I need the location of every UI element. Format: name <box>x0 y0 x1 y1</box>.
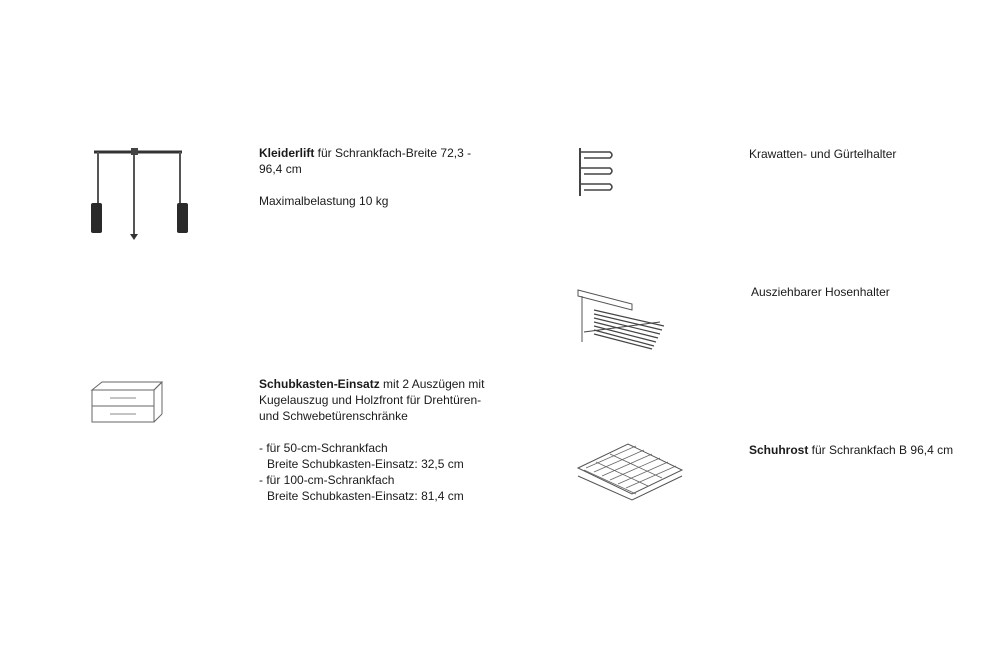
drawer-insert-line3: und Schwebetürenschränke <box>259 409 408 423</box>
tie-belt-holder-text <box>749 146 969 162</box>
drawer-insert-text <box>259 376 509 504</box>
drawer-insert-title: Schubkasten-Einsatz <box>259 377 380 391</box>
tie-belt-holder-title: Krawatten- und Gürtelhalter <box>749 147 897 161</box>
drawer-insert-option1-detail: Breite Schubkasten-Einsatz: 32,5 cm <box>267 457 464 471</box>
drawer-insert-line2: Kugelauszug und Holzfront für Drehtüren- <box>259 393 482 407</box>
tie-belt-holder-image <box>576 146 616 198</box>
drawer-insert-option2-detail: Breite Schubkasten-Einsatz: 81,4 cm <box>267 489 464 503</box>
wardrobe-lift-line2: 96,4 cm <box>259 162 302 176</box>
shoe-rack-text <box>749 442 979 458</box>
drawer-insert-option2: - für 100-cm-Schrankfach <box>259 473 395 487</box>
trouser-holder-image <box>574 286 670 352</box>
drawer-insert-option1: - für 50-cm-Schrankfach <box>259 441 388 455</box>
trouser-holder-text <box>751 284 971 300</box>
shoe-rack-title: Schuhrost <box>749 443 809 457</box>
wardrobe-lift-image <box>88 146 188 242</box>
wardrobe-lift-title: Kleiderlift <box>259 146 315 160</box>
shoe-rack-line1: für Schrankfach B 96,4 cm <box>808 443 954 457</box>
wardrobe-lift-text <box>259 145 489 209</box>
shoe-rack-image <box>574 438 686 500</box>
wardrobe-lift-load: Maximalbelastung 10 kg <box>259 194 389 208</box>
wardrobe-lift-line1: für Schrankfach-Breite 72,3 - <box>314 146 472 160</box>
trouser-holder-title: Ausziehbarer Hosenhalter <box>751 285 890 299</box>
drawer-insert-image <box>88 378 164 424</box>
drawer-insert-line1: mit 2 Auszügen mit <box>379 377 485 391</box>
